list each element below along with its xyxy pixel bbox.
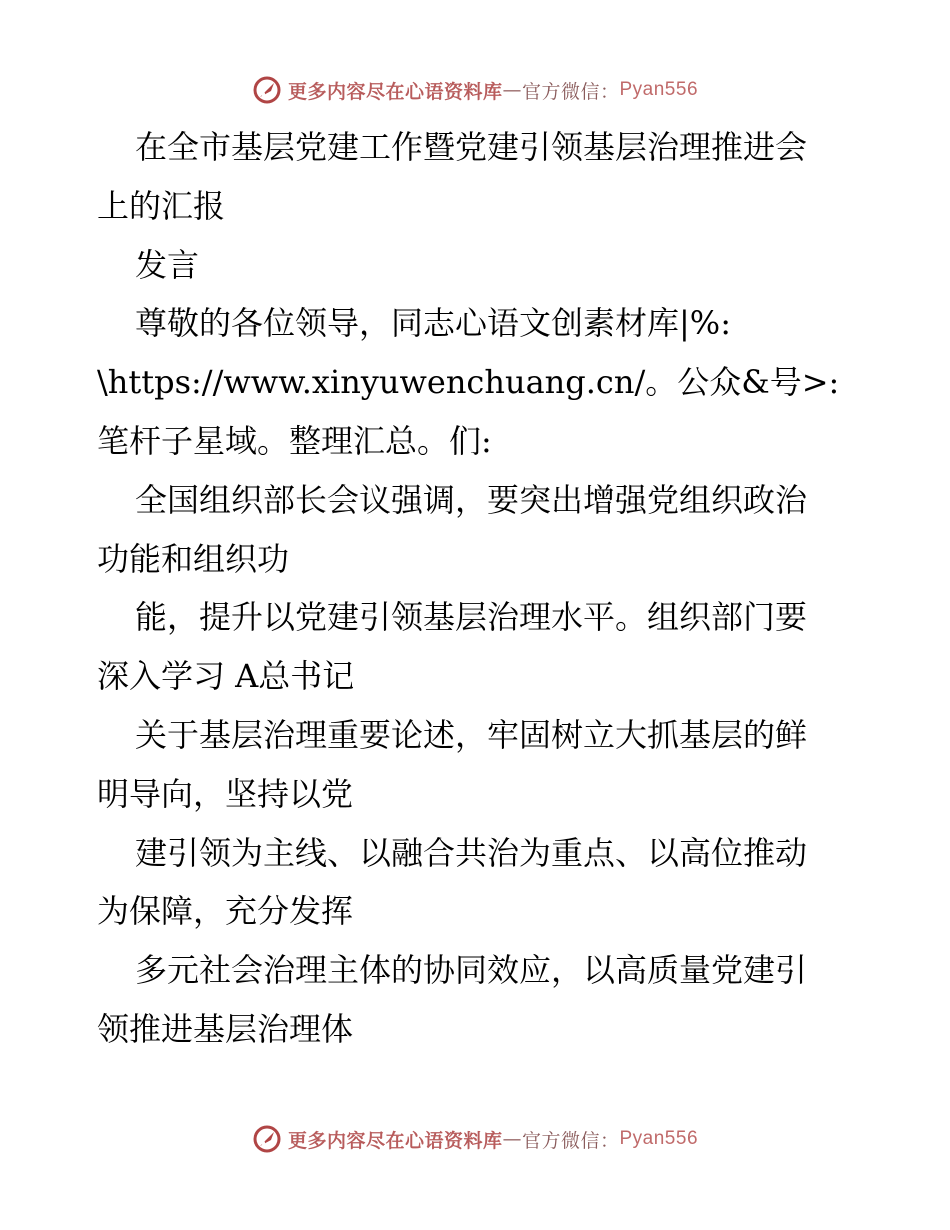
text-line: 建引领为主线、以融合共治为重点、以高位推动 xyxy=(135,833,808,872)
text-line: 关于基层治理重要论述，牢固树立大抓基层的鲜 xyxy=(135,715,808,754)
text-line: 深入学习 A总书记 xyxy=(97,657,355,696)
document-body xyxy=(97,118,857,1059)
text-line: 笔杆子星域。整理汇总。们: xyxy=(97,421,492,460)
text-line: 领推进基层治理体 xyxy=(97,1009,354,1048)
header-watermark-banner xyxy=(0,70,950,110)
quill-logo-icon xyxy=(252,75,282,105)
text-line: 多元社会治理主体的协同效应，以高质量党建引 xyxy=(135,951,808,990)
banner-dash: — xyxy=(502,79,522,101)
text-line: 上的汇报 xyxy=(97,186,226,225)
banner-dash: — xyxy=(502,1128,522,1150)
text-line: 能，提升以党建引领基层治理水平。组织部门要 xyxy=(135,598,808,637)
banner-wechat-id: Pyan556 xyxy=(619,1128,699,1149)
text-line: 尊敬的各位领导，同志心语文创素材库|%: xyxy=(135,304,731,343)
footer-watermark-banner xyxy=(0,1119,950,1159)
text-line: 功能和组织功 xyxy=(97,539,290,578)
banner-wechat-id: Pyan556 xyxy=(619,79,699,100)
banner-brand-text: 更多内容尽在心语资料库 xyxy=(287,1129,503,1152)
text-line: \https://www.xinyuwenchuang.cn/。公众&号>: xyxy=(97,363,840,402)
text-line: 明导向，坚持以党 xyxy=(97,774,354,813)
banner-brand-text: 更多内容尽在心语资料库 xyxy=(287,80,503,103)
banner-wechat-label: 官方微信： xyxy=(521,80,620,103)
quill-logo-icon xyxy=(252,1124,282,1154)
text-line: 全国组织部长会议强调，要突出增强党组织政治 xyxy=(135,480,808,519)
text-line: 在全市基层党建工作暨党建引领基层治理推进会 xyxy=(135,128,808,166)
text-line: 为保障，充分发挥 xyxy=(97,892,354,931)
text-line: 发言 xyxy=(135,245,200,284)
banner-wechat-label: 官方微信： xyxy=(521,1129,620,1152)
